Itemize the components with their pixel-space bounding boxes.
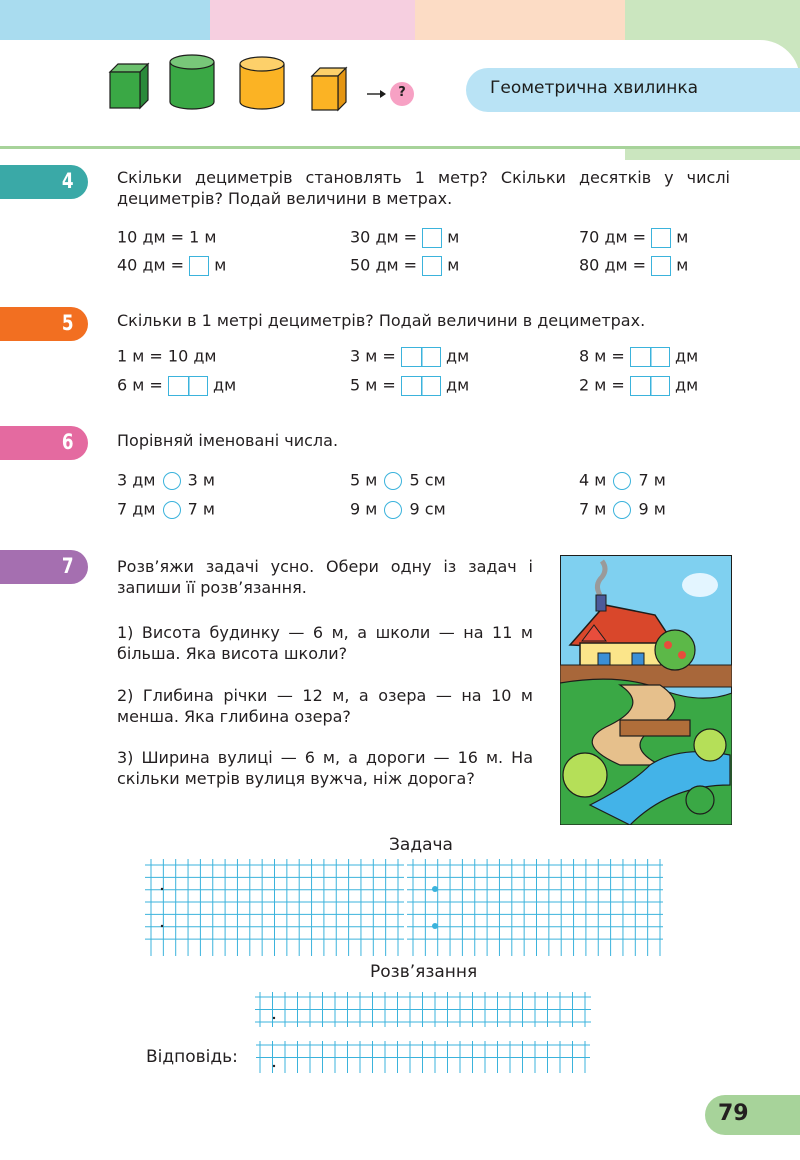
task-7-tab (0, 550, 88, 584)
task-6-text: Порівняй іменовані числа. (117, 431, 339, 450)
task-label: Задача (389, 835, 453, 855)
question-mark: ? (398, 85, 406, 100)
orange-cylinder-icon (240, 57, 284, 109)
task-4-row2-c: 80 дм = м (579, 255, 689, 275)
tree-icon (655, 630, 695, 670)
answer-box[interactable] (422, 256, 442, 276)
problem-2: 2) Глибина річки — 12 м, а озера — на 10 м менша. Яка глибина озера? (117, 686, 533, 726)
task-6-row1-c: 4 м 7 м (579, 470, 666, 490)
task-number: 7 (62, 554, 74, 578)
answer-box[interactable] (189, 256, 209, 276)
task-4-row1-c: 70 дм = м (579, 227, 689, 247)
bush-icon (694, 729, 726, 761)
bush-icon (686, 786, 714, 814)
top-strip-blue (0, 0, 210, 42)
task-5-row2-c: 2 м = дм (579, 375, 699, 395)
task-grid[interactable] (143, 859, 663, 957)
task-6-row1-b: 5 м 5 см (350, 470, 446, 490)
task-6-row2-b: 9 м 9 см (350, 499, 446, 519)
answer-box[interactable] (651, 256, 671, 276)
top-strip-pink (210, 0, 415, 42)
task-6-row2-c: 7 м 9 м (579, 499, 666, 519)
answer-box[interactable] (401, 347, 441, 367)
task-number: 4 (62, 169, 74, 193)
answer-box[interactable] (168, 376, 208, 396)
grid-dot (273, 1065, 275, 1067)
compare-circle[interactable] (384, 472, 402, 490)
task-6-row1-a: 3 дм 3 м (117, 470, 215, 490)
header-divider (0, 146, 800, 149)
cloud-icon (682, 573, 718, 597)
bush-icon (563, 753, 607, 797)
section-title: Геометрична хвилинка (490, 78, 699, 98)
task-7-text: Розв’яжи задачі усно. Обери одну із задач і запиши її розв’язання. (117, 557, 533, 597)
answer-box[interactable] (651, 228, 671, 248)
grid-dot (432, 886, 438, 892)
grid-dot (432, 923, 438, 929)
task-4-row1-a: 10 дм = 1 м (117, 227, 217, 247)
task-6-row2-a: 7 дм 7 м (117, 499, 215, 519)
compare-circle[interactable] (613, 501, 631, 519)
task-5-text: Скільки в 1 метрі дециметрів? Подай величини в дециметрах. (117, 311, 646, 330)
task-number: 6 (62, 430, 74, 454)
bridge-icon (620, 720, 690, 736)
task-6-tab (0, 426, 88, 460)
answer-box[interactable] (422, 228, 442, 248)
task-number: 5 (62, 311, 74, 335)
compare-circle[interactable] (163, 501, 181, 519)
green-cylinder-icon (170, 55, 214, 109)
task-5-row2-b: 5 м = дм (350, 375, 470, 395)
problem-3: 3) Ширина вулиці — 6 м, а дороги — 16 м. На скільки метрів вулиця вужча, ніж дорога? (117, 748, 533, 788)
solution-grid[interactable] (254, 991, 594, 1028)
orange-cube-icon (312, 68, 346, 110)
task-4-row1-b: 30 дм = м (350, 227, 460, 247)
compare-circle[interactable] (384, 501, 402, 519)
task-5-row1-a: 1 м = 10 дм (117, 346, 217, 366)
task-5-row2-a: 6 м = дм (117, 375, 237, 395)
solution-label: Розв’язання (370, 962, 478, 982)
grid-dot (273, 1017, 275, 1019)
answer-label: Відповідь: (146, 1047, 238, 1067)
village-illustration (560, 555, 732, 825)
problem-1: 1) Висота будинку — 6 м, а школи — на 11 м більша. Яка висота школи? (117, 623, 533, 663)
answer-box[interactable] (630, 347, 670, 367)
geometry-shapes (100, 52, 430, 112)
task-4-row2-a: 40 дм = м (117, 255, 227, 275)
green-cube-icon (110, 64, 148, 108)
task-4-text: Скільки дециметрів становлять 1 метр? Скільки десятків у числі дециметрів? Подай величини в метрах. (117, 168, 730, 208)
grid-dot (161, 925, 163, 927)
answer-grid[interactable] (254, 1039, 594, 1073)
task-4-row2-b: 50 дм = м (350, 255, 460, 275)
task-4-tab (0, 165, 88, 199)
answer-box[interactable] (630, 376, 670, 396)
answer-box[interactable] (401, 376, 441, 396)
grid-dot (161, 888, 163, 890)
task-5-row1-c: 8 м = дм (579, 346, 699, 366)
task-5-row1-b: 3 м = дм (350, 346, 470, 366)
page-number: 79 (718, 1101, 749, 1126)
arrow-icon (367, 90, 386, 98)
top-strip-peach (415, 0, 625, 42)
compare-circle[interactable] (613, 472, 631, 490)
task-5-tab (0, 307, 88, 341)
compare-circle[interactable] (163, 472, 181, 490)
